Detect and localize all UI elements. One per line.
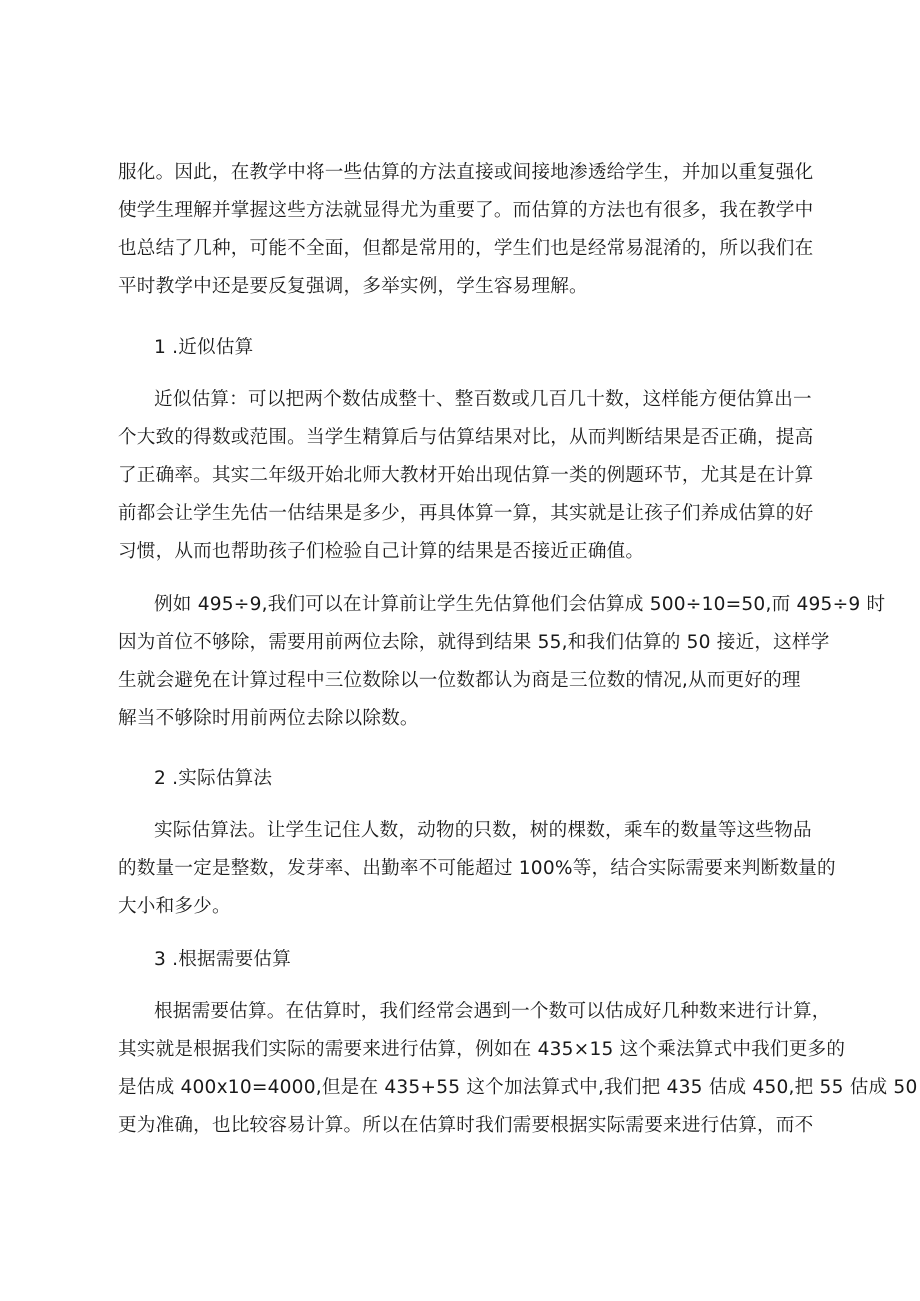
section-heading-3: 3 .根据需要估算 (154, 949, 292, 970)
paragraph-line: 近似估算：可以把两个数估成整十、整百数或几百几十数，这样能方便估算出一 (154, 389, 812, 410)
paragraph-line: 是估成 400x10=4000,但是在 435+55 这个加法算式中,我们把 435 估成 450,把 55 估成 50 (118, 1077, 918, 1098)
paragraph-line: 了正确率。其实二年级开始北师大教材开始出现估算一类的例题环节，尤其是在计算 (118, 465, 814, 486)
paragraph-line: 因为首位不够除，需要用前两位去除，就得到结果 55,和我们估算的 50 接近，这样学 (118, 632, 830, 653)
paragraph-line: 的数量一定是整数，发芽率、出勤率不可能超过 100%等，结合实际需要来判断数量的 (118, 858, 836, 879)
paragraph-line: 例如 495÷9,我们可以在计算前让学生先估算他们会估算成 500÷10=50,而 495÷9 时 (154, 594, 886, 615)
paragraph-line: 个大致的得数或范围。当学生精算后与估算结果对比，从而判断结果是否正确，提高 (118, 427, 814, 448)
paragraph-line: 其实就是根据我们实际的需要来进行估算，例如在 435×15 这个乘法算式中我们更多的 (118, 1039, 846, 1060)
intro-line: 使学生理解并掌握这些方法就显得尤为重要了。而估算的方法也有很多，我在教学中 (118, 200, 814, 221)
paragraph-line: 习惯，从而也帮助孩子们检验自己计算的结果是否接近正确值。 (118, 541, 645, 562)
section-heading-2: 2 .实际估算法 (154, 768, 273, 789)
paragraph-line: 更为准确，也比较容易计算。所以在估算时我们需要根据实际需要来进行估算，而不 (118, 1115, 814, 1136)
paragraph-line: 生就会避免在计算过程中三位数除以一位数都认为商是三位数的情况,从而更好的理 (118, 670, 801, 691)
paragraph-line: 根据需要估算。在估算时，我们经常会遇到一个数可以估成好几种数来进行计算， (154, 1001, 831, 1022)
intro-line: 也总结了几种，可能不全面，但都是常用的，学生们也是经常易混淆的，所以我们在 (118, 238, 814, 259)
paragraph-line: 前都会让学生先估一估结果是多少，再具体算一算，其实就是让孩子们养成估算的好 (118, 503, 814, 524)
paragraph-line: 实际估算法。让学生记住人数，动物的只数，树的棵数，乘车的数量等这些物品 (154, 820, 812, 841)
paragraph-line: 解当不够除时用前两位去除以除数。 (118, 708, 419, 729)
section-heading-1: 1 .近似估算 (154, 337, 254, 358)
paragraph-line: 大小和多少。 (118, 896, 231, 917)
intro-line: 平时教学中还是要反复强调，多举实例，学生容易理解。 (118, 276, 588, 297)
intro-line: 服化。因此，在教学中将一些估算的方法直接或间接地渗透给学生，并加以重复强化 (118, 162, 814, 183)
